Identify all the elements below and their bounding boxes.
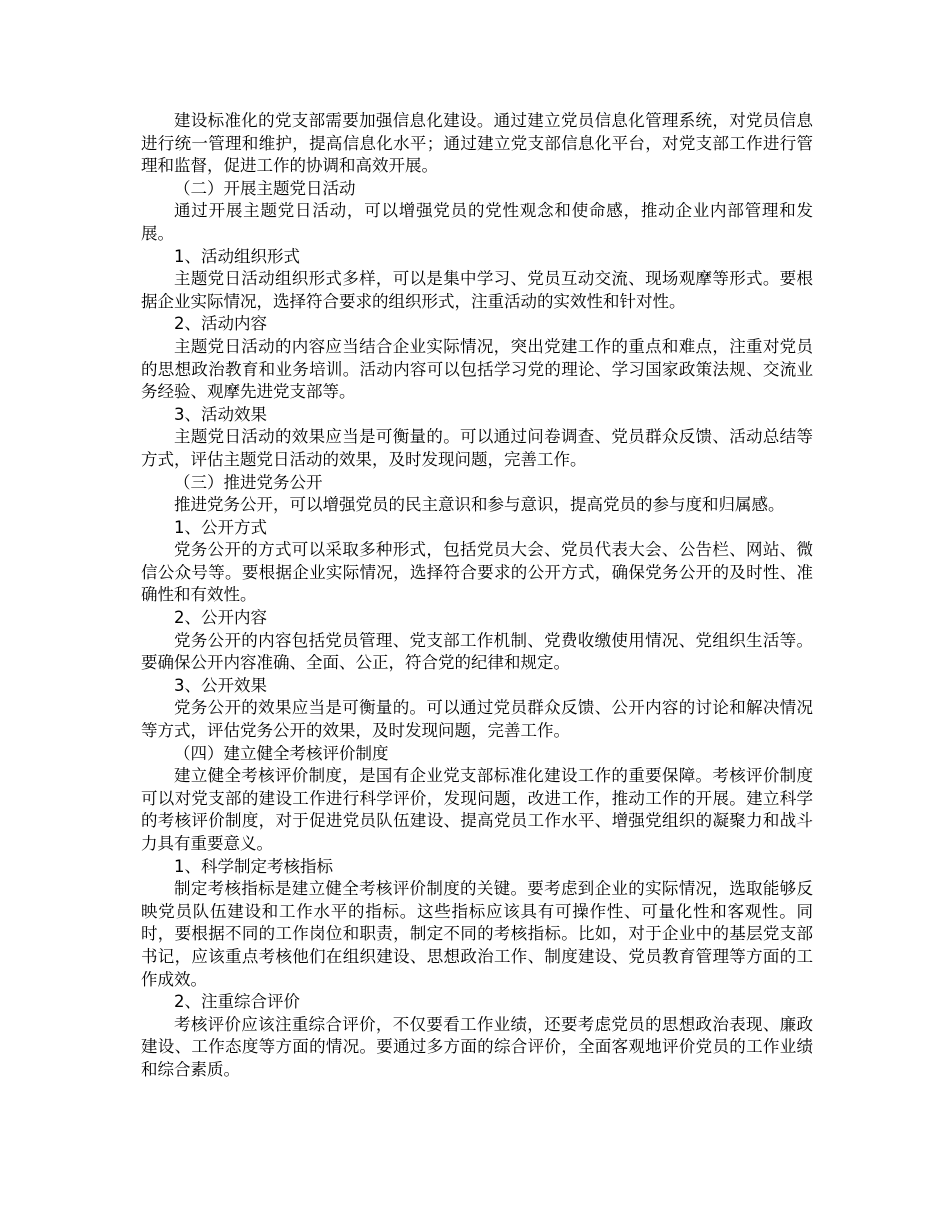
section-heading: （四）建立健全考核评价制度: [174, 743, 389, 763]
body-paragraph: 建设标准化的党支部需要加强信息化建设。通过建立党员信息化管理系统，对党员信息进行统一管理和维护，提高信息化水平；通过建立党支部信息化平台，对党支部工作进行管理和监督，促进工作的协调和高效开展。: [141, 111, 813, 176]
section-heading: 1、科学制定考核指标: [174, 856, 333, 876]
body-paragraph: 党务公开的内容包括党员管理、党支部工作机制、党费收缴使用情况、党组织生活等。要确保公开内容准确、全面、公正，符合党的纪律和规定。: [141, 630, 813, 673]
body-paragraph: 主题党日活动组织形式多样，可以是集中学习、党员互动交流、现场观摩等形式。要根据企业实际情况，选择符合要求的组织形式，注重活动的实效性和针对性。: [141, 269, 813, 311]
section-heading: 3、活动效果: [174, 404, 267, 424]
section-heading: （三）推进党务公开: [174, 472, 323, 492]
section-heading: 2、注重综合评价: [174, 992, 300, 1012]
section-heading: 1、公开方式: [174, 517, 267, 537]
body-paragraph: 通过开展主题党日活动，可以增强党员的党性观念和使命感，推动企业内部管理和发展。: [141, 201, 813, 243]
section-heading: 1、活动组织形式: [174, 246, 300, 266]
body-paragraph: 主题党日活动的效果应当是可衡量的。可以通过问卷调查、党员群众反馈、活动总结等方式，评估主题党日活动的效果，及时发现问题，完善工作。: [141, 427, 813, 469]
body-paragraph: 建立健全考核评价制度，是国有企业党支部标准化建设工作的重要保障。考核评价制度可以对党支部的建设工作进行科学评价，发现问题，改进工作，推动工作的开展。建立科学的考核评价制度，对于促进党员队伍建设、提高党员工作水平、增强党组织的凝聚力和战斗力具有重要意义。: [141, 766, 813, 853]
body-paragraph: 推进党务公开，可以增强党员的民主意识和参与意识，提高党员的参与度和归属感。: [174, 495, 785, 515]
section-heading: 2、活动内容: [174, 314, 267, 334]
body-paragraph: 考核评价应该注重综合评价，不仅要看工作业绩，还要考虑党员的思想政治表现、廉政建设、工作态度等方面的情况。要通过多方面的综合评价，全面客观地评价党员的工作业绩和综合素质。: [141, 1014, 813, 1079]
body-paragraph: 党务公开的方式可以采取多种形式，包括党员大会、党员代表大会、公告栏、网站、微信公众号等。要根据企业实际情况，选择符合要求的公开方式，确保党务公开的及时性、准确性和有效性。: [141, 540, 813, 605]
body-paragraph: 制定考核指标是建立健全考核评价制度的关键。要考虑到企业的实际情况，选取能够反映党员队伍建设和工作水平的指标。这些指标应该具有可操作性、可量化性和客观性。同时，要根据不同的工作岗位和职责，制定不同的考核指标。比如，对于企业中的基层党支部书记，应该重点考核他们在组织建设、思想政治工作、制度建设、党员教育管理等方面的工作成效。: [141, 879, 813, 989]
body-paragraph: 党务公开的效果应当是可衡量的。可以通过党员群众反馈、公开内容的讨论和解决情况等方式，评估党务公开的效果，及时发现问题，完善工作。: [141, 698, 813, 741]
body-paragraph: 主题党日活动的内容应当结合企业实际情况，突出党建工作的重点和难点，注重对党员的思想政治教育和业务培训。活动内容可以包括学习党的理论、学习国家政策法规、交流业务经验、观摩先进党支部等。: [141, 336, 813, 402]
section-heading: （二）开展主题党日活动: [174, 178, 356, 198]
section-heading: 3、公开效果: [174, 675, 267, 695]
document-page: [141, 110, 813, 1082]
section-heading: 2、公开内容: [174, 608, 267, 628]
